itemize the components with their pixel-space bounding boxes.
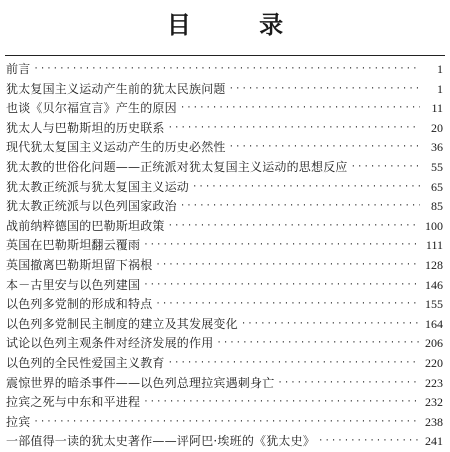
page-title: 目 录 [166, 10, 314, 39]
toc-entry-page-number: 223 [425, 375, 443, 390]
toc-entry-title: 战前纳粹德国的巴勒斯坦政策 [6, 218, 165, 233]
toc-entry [6, 413, 443, 433]
toc-entry [6, 393, 443, 413]
dot-leader [277, 374, 420, 394]
toc-entry-page-number: 164 [425, 316, 443, 331]
toc-entry [6, 138, 443, 158]
dot-leader [143, 276, 420, 296]
toc-entry [6, 158, 443, 178]
toc-entry [6, 276, 443, 296]
toc-entry-page-number: 206 [425, 336, 443, 351]
toc-entry-page-number: 65 [431, 179, 443, 194]
toc-entry-page-number: 11 [431, 101, 443, 116]
toc-entry-page-number: 55 [431, 159, 443, 174]
toc-entry-page-number: 85 [431, 199, 443, 214]
dot-leader [168, 354, 420, 374]
toc-entry-title: 本－古里安与以色列建国 [6, 277, 141, 292]
toc-entry-page-number: 128 [425, 257, 443, 272]
dot-leader [168, 217, 420, 237]
dot-leader [229, 80, 420, 100]
title-divider [5, 55, 445, 56]
toc-entry [6, 99, 443, 119]
toc-entry-title: 以色列多党制的形成和特点 [6, 297, 153, 312]
toc-entry-page-number: 111 [425, 238, 443, 253]
toc-entry-title: 现代犹太复国主义运动产生的历史必然性 [6, 140, 226, 155]
dot-leader [143, 393, 420, 413]
toc-entry-page-number: 220 [425, 355, 443, 370]
toc-entry [6, 432, 443, 452]
toc-entry-page-number: 1 [437, 62, 443, 76]
dot-leader [33, 413, 420, 433]
dot-leader [155, 295, 420, 315]
dot-leader [318, 432, 420, 452]
dot-leader [216, 334, 420, 354]
toc-entry-title: 也谈《贝尔福宣言》产生的原因 [6, 101, 177, 116]
toc-entry [6, 236, 443, 256]
toc-entry [6, 374, 443, 394]
toc-entry [6, 217, 443, 237]
toc-entry-page-number: 100 [425, 218, 443, 233]
toc-entry-title: 前言 [6, 62, 31, 76]
toc-entry [6, 256, 443, 276]
toc-entry [6, 315, 443, 335]
toc-entry-title: 犹太教正统派与犹太复国主义运动 [6, 179, 190, 194]
toc-list [6, 60, 443, 452]
toc-entry-page-number: 146 [425, 277, 443, 292]
toc-entry-title: 拉宾 [6, 414, 31, 429]
toc-entry [6, 119, 443, 139]
toc-entry-title: 以色列多党制民主制度的建立及其发展变化 [6, 316, 238, 331]
toc-entry-page-number: 155 [425, 297, 443, 312]
dot-leader [180, 197, 420, 217]
dot-leader [143, 236, 420, 256]
toc-entry-title: 以色列的全民性爱国主义教育 [6, 355, 165, 370]
dot-leader [241, 315, 420, 335]
toc-entry-page-number: 36 [431, 140, 443, 155]
toc-entry-page-number: 20 [431, 120, 443, 135]
toc-entry [6, 178, 443, 198]
toc-entry-title: 犹太教正统派与以色列国家政治 [6, 199, 177, 214]
dot-leader [155, 256, 420, 276]
toc-entry-title: 犹太复国主义运动产生前的犹太民族问题 [6, 81, 226, 96]
toc-entry-title: 拉宾之死与中东和平进程 [6, 395, 141, 410]
toc-entry-page-number: 232 [425, 395, 443, 410]
toc-entry-title: 英国在巴勒斯坦翻云覆雨 [6, 238, 141, 253]
toc-entry [6, 60, 443, 80]
toc-entry-title: 犹太人与巴勒斯坦的历史联系 [6, 120, 165, 135]
toc-entry [6, 334, 443, 354]
toc-entry-title: 一部值得一读的犹太史著作——评阿巴·埃班的《犹太史》 [6, 434, 316, 449]
toc-entry [6, 295, 443, 315]
dot-leader [33, 60, 420, 80]
dot-leader [229, 138, 420, 158]
toc-entry-title: 试论以色列主观条件对经济发展的作用 [6, 336, 214, 351]
toc-entry-title: 震惊世界的暗杀事件——以色列总理拉宾遇刺身亡 [6, 375, 275, 390]
dot-leader [168, 119, 420, 139]
toc-entry [6, 80, 443, 100]
toc-entry-page-number: 238 [425, 414, 443, 429]
toc-entry [6, 197, 443, 217]
toc-entry-title: 英国撤离巴勒斯坦留下祸根 [6, 257, 153, 272]
dot-leader [192, 178, 420, 198]
toc-entry-title: 犹太教的世俗化问题——正统派对犹太复国主义运动的思想反应 [6, 159, 348, 174]
toc-entry [6, 354, 443, 374]
toc-entry-page-number: 1 [437, 81, 443, 96]
dot-leader [351, 158, 420, 178]
dot-leader [180, 99, 420, 119]
toc-entry-page-number: 241 [425, 434, 443, 449]
